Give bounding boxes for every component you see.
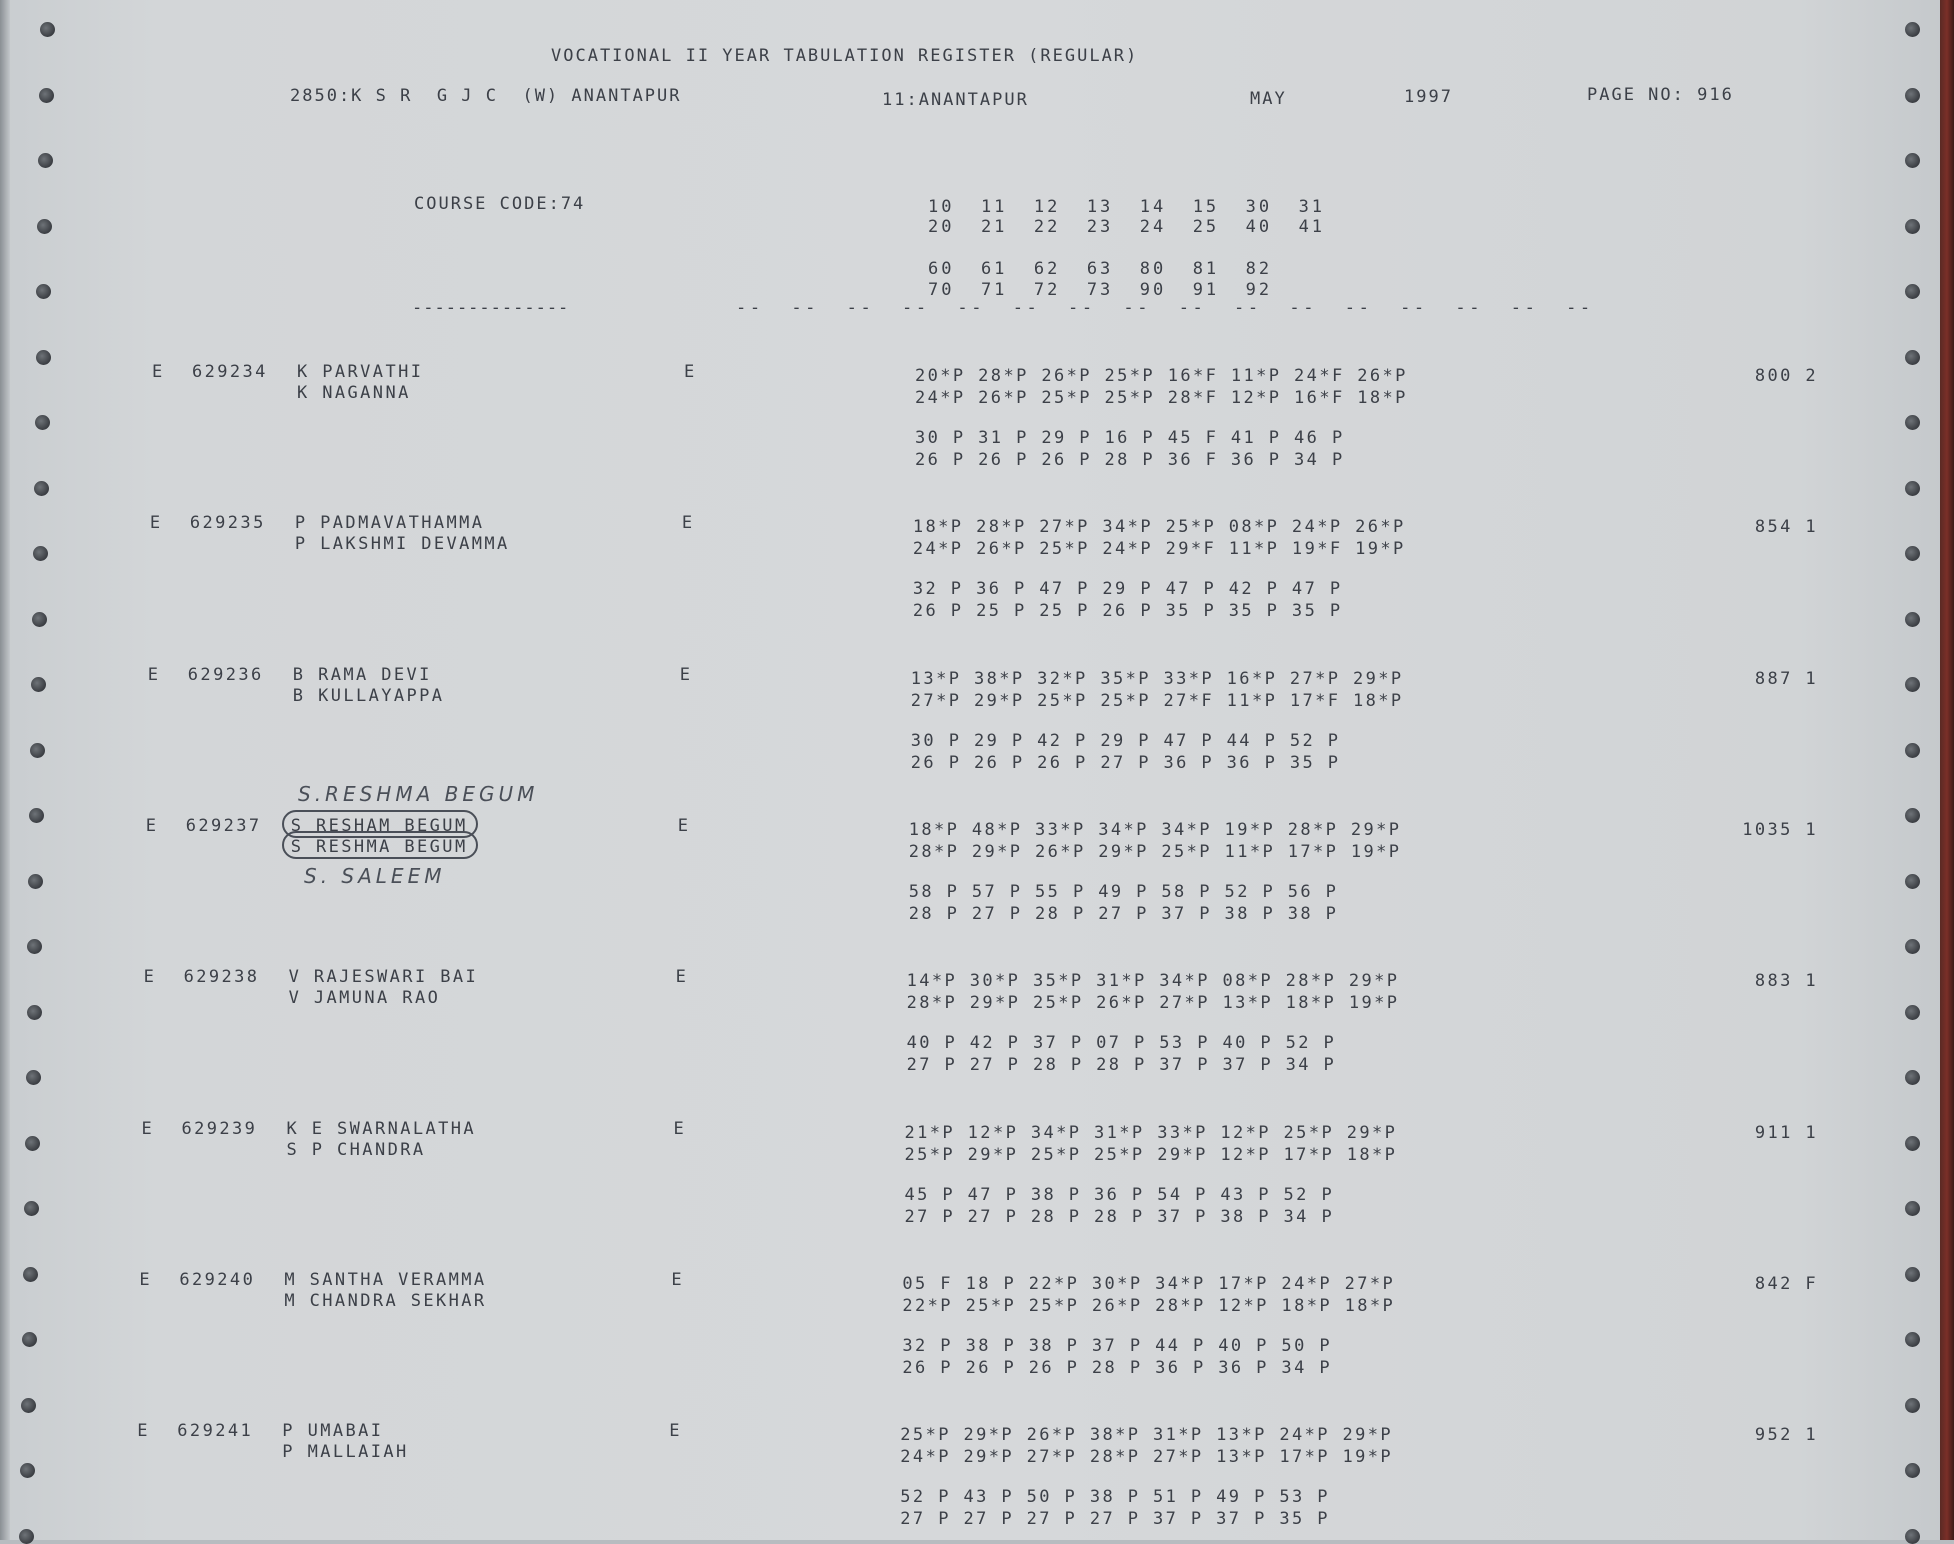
father-name: P LAKSHMI DEVAMMA <box>294 534 510 555</box>
marks-row-1: 18*P 48*P 33*P 34*P 34*P 19*P 28*P 29*P <box>908 819 1402 840</box>
marks-row-3: 40 P 42 P 37 P 07 P 53 P 40 P 52 P <box>906 1033 1337 1054</box>
page-number: PAGE NO: 916 <box>1587 85 1734 105</box>
tractor-hole-left <box>35 415 50 430</box>
marks-row-4: 26 P 26 P 26 P 28 P 36 F 36 P 34 P <box>915 450 1345 470</box>
handwritten-correction-father: S. SALEEM <box>304 864 446 888</box>
tractor-hole-right <box>1905 219 1920 234</box>
total-result: 842 F <box>1754 1273 1818 1294</box>
tractor-hole-right <box>1905 88 1920 103</box>
candidate-name: M SANTHA VERAMMA <box>284 1269 487 1290</box>
candidate-name: P UMABAI <box>282 1421 384 1442</box>
candidate-name: B RAMA DEVI <box>292 664 432 685</box>
register-number: 629236 <box>187 664 264 685</box>
header-separator-left: -------------- <box>412 298 570 318</box>
marks-row-4: 27 P 27 P 27 P 27 P 37 P 37 P 35 P <box>900 1509 1330 1530</box>
father-name: B KULLAYAPPA <box>292 685 445 706</box>
total-result: 800 2 <box>1754 366 1818 386</box>
father-name: V JAMUNA RAO <box>288 988 441 1009</box>
header-separator-row: -- -- -- -- -- -- -- -- -- -- -- -- -- -- -- -- <box>736 298 1594 318</box>
marks-row-3: 45 P 47 P 38 P 36 P 54 P 43 P 52 P <box>904 1184 1335 1205</box>
marks-row-2: 28*P 29*P 25*P 26*P 27*P 13*P 18*P 19*P <box>906 993 1400 1014</box>
marks-row-2: 24*P 26*P 25*P 25*P 28*F 12*P 16*F 18*P <box>915 388 1408 408</box>
marks-row-3: 32 P 36 P 47 P 29 P 47 P 42 P 47 P <box>912 579 1343 600</box>
tractor-hole-right <box>1905 22 1920 37</box>
tractor-hole-left <box>22 1332 37 1347</box>
marks-row-1: 18*P 28*P 27*P 34*P 25*P 08*P 24*P 26*P <box>912 517 1406 538</box>
tractor-hole-right <box>1905 1070 1920 1085</box>
tractor-hole-right <box>1905 350 1920 365</box>
tractor-hole-left <box>28 874 43 889</box>
subject-codes-row-1: 10 11 12 13 14 15 30 31 <box>928 197 1326 217</box>
candidate-name: K E SWARNALATHA <box>286 1118 477 1139</box>
college-name: 2850:K S R G J C (W) ANANTAPUR <box>290 86 682 106</box>
medium: E <box>677 815 691 836</box>
tractor-hole-right <box>1905 284 1920 299</box>
tractor-hole-right <box>1905 1463 1920 1478</box>
marks-row-3: 32 P 38 P 38 P 37 P 44 P 40 P 50 P <box>902 1335 1332 1356</box>
tractor-hole-left <box>26 1070 41 1085</box>
marks-row-2: 27*P 29*P 25*P 25*P 27*F 11*P 17*F 18*P <box>910 690 1404 711</box>
marks-row-4: 26 P 26 P 26 P 27 P 36 P 36 P 35 P <box>910 752 1341 773</box>
medium: E <box>684 362 697 382</box>
register-number: 629234 <box>192 362 268 382</box>
marks-row-2: 25*P 29*P 25*P 25*P 29*P 12*P 17*P 18*P <box>904 1144 1398 1165</box>
tractor-hole-right <box>1905 546 1920 561</box>
tractor-hole-left <box>24 1201 39 1216</box>
marks-row-1: 20*P 28*P 26*P 25*P 16*F 11*P 24*F 26*P <box>915 366 1408 386</box>
tractor-hole-right <box>1905 1201 1920 1216</box>
circle-mark-2 <box>282 831 478 859</box>
candidate-name: V RAJESWARI BAI <box>288 967 479 988</box>
marks-row-2: 22*P 25*P 25*P 26*P 28*P 12*P 18*P 18*P <box>902 1295 1396 1316</box>
medium: E <box>679 664 693 685</box>
tractor-hole-left <box>21 1398 36 1413</box>
marks-row-4: 26 P 25 P 25 P 26 P 35 P 35 P 35 P <box>912 601 1343 622</box>
marks-row-3: 30 P 31 P 29 P 16 P 45 F 41 P 46 P <box>915 428 1345 448</box>
medium: E <box>681 513 695 534</box>
record-flag: E <box>137 1421 150 1442</box>
marks-row-2: 28*P 29*P 26*P 29*P 25*P 11*P 17*P 19*P <box>908 841 1402 862</box>
tractor-hole-left <box>31 677 46 692</box>
marks-row-3: 52 P 43 P 50 P 38 P 51 P 49 P 53 P <box>900 1487 1330 1508</box>
tractor-hole-left <box>32 612 47 627</box>
medium: E <box>669 1421 682 1442</box>
marks-row-4: 28 P 27 P 28 P 27 P 37 P 38 P 38 P <box>908 903 1339 924</box>
tractor-hole-right <box>1905 939 1920 954</box>
total-result: 883 1 <box>1754 971 1818 992</box>
record-flag: E <box>139 1269 153 1290</box>
subject-codes-row-4: 70 71 72 73 90 91 92 <box>928 280 1273 300</box>
tractor-hole-right <box>1905 808 1920 823</box>
total-result: 911 1 <box>1754 1122 1818 1143</box>
tractor-hole-right <box>1905 1267 1920 1282</box>
tractor-hole-right <box>1905 1332 1920 1347</box>
father-name: M CHANDRA SEKHAR <box>284 1290 487 1311</box>
register-number: 629238 <box>183 967 260 988</box>
tractor-hole-right <box>1905 677 1920 692</box>
marks-row-4: 26 P 26 P 26 P 28 P 36 P 36 P 34 P <box>902 1357 1332 1378</box>
total-result: 854 1 <box>1754 517 1818 538</box>
tractor-hole-left <box>36 350 51 365</box>
tractor-hole-right <box>1905 743 1920 758</box>
tractor-hole-left <box>40 22 55 37</box>
binder-edge <box>1940 0 1954 1540</box>
record-flag: E <box>143 967 157 988</box>
tractor-hole-right <box>1905 874 1920 889</box>
medium: E <box>673 1118 687 1139</box>
candidate-name: P PADMAVATHAMMA <box>294 513 485 534</box>
handwritten-correction-name: S.RESHMA BEGUM <box>298 782 539 806</box>
tractor-hole-left <box>33 546 48 561</box>
father-name: S P CHANDRA <box>286 1139 426 1160</box>
record-flag: E <box>149 513 163 534</box>
record-flag: E <box>147 664 161 685</box>
exam-year: 1997 <box>1404 87 1453 107</box>
register-number: 629239 <box>181 1118 258 1139</box>
tractor-hole-right <box>1905 1005 1920 1020</box>
tractor-hole-left <box>30 743 45 758</box>
total-result: 887 1 <box>1754 668 1818 689</box>
father-name: S RESHMA BEGUM <box>290 836 468 857</box>
marks-row-4: 27 P 27 P 28 P 28 P 37 P 37 P 34 P <box>906 1055 1337 1076</box>
page-left-edge <box>0 0 10 1540</box>
register-number: 629235 <box>189 513 266 534</box>
tractor-hole-right <box>1905 1136 1920 1151</box>
subject-codes-row-2: 20 21 22 23 24 25 40 41 <box>928 217 1326 237</box>
marks-row-1: 13*P 38*P 32*P 35*P 33*P 16*P 27*P 29*P <box>910 668 1404 689</box>
father-name: K NAGANNA <box>297 383 411 403</box>
marks-row-2: 24*P 26*P 25*P 24*P 29*F 11*P 19*F 19*P <box>912 539 1406 560</box>
marks-row-1: 14*P 30*P 35*P 31*P 34*P 08*P 28*P 29*P <box>906 971 1400 992</box>
father-name: P MALLAIAH <box>282 1442 409 1463</box>
tractor-hole-right <box>1905 1398 1920 1413</box>
total-result: 952 1 <box>1754 1425 1818 1446</box>
tractor-hole-right <box>1905 1529 1920 1544</box>
tractor-hole-left <box>19 1529 34 1544</box>
medium: E <box>675 967 689 988</box>
marks-row-2: 24*P 29*P 27*P 28*P 27*P 13*P 17*P 19*P <box>900 1447 1394 1468</box>
tractor-hole-left <box>23 1267 38 1282</box>
register-number: 629241 <box>177 1421 254 1442</box>
marks-row-3: 58 P 57 P 55 P 49 P 58 P 52 P 56 P <box>908 881 1339 902</box>
marks-row-3: 30 P 29 P 42 P 29 P 47 P 44 P 52 P <box>910 730 1341 751</box>
tractor-hole-right <box>1905 153 1920 168</box>
subject-codes-row-3: 60 61 62 63 80 81 82 <box>928 259 1273 279</box>
total-result: 1035 1 <box>1742 819 1818 840</box>
tractor-hole-right <box>1905 415 1920 430</box>
record-flag: E <box>141 1118 155 1139</box>
district: 11:ANANTAPUR <box>882 90 1029 110</box>
tractor-hole-right <box>1905 481 1920 496</box>
candidate-name: K PARVATHI <box>297 362 424 382</box>
marks-row-1: 25*P 29*P 26*P 38*P 31*P 13*P 24*P 29*P <box>900 1425 1394 1446</box>
record-flag: E <box>145 815 159 836</box>
candidate-name: S RESHAM BEGUM <box>290 815 468 836</box>
tractor-hole-left <box>39 88 54 103</box>
exam-month: MAY <box>1250 89 1287 109</box>
marks-row-1: 21*P 12*P 34*P 31*P 33*P 12*P 25*P 29*P <box>904 1122 1398 1143</box>
register-number: 629240 <box>179 1269 256 1290</box>
marks-row-4: 27 P 27 P 28 P 28 P 37 P 38 P 34 P <box>904 1206 1335 1227</box>
tractor-hole-left <box>27 1005 42 1020</box>
tractor-hole-left <box>37 219 52 234</box>
tractor-hole-right <box>1905 612 1920 627</box>
tractor-hole-left <box>34 481 49 496</box>
register-title: VOCATIONAL II YEAR TABULATION REGISTER (REGULAR) <box>551 46 1139 66</box>
marks-row-1: 05 F 18 P 22*P 30*P 34*P 17*P 24*P 27*P <box>902 1273 1396 1294</box>
record-flag: E <box>152 362 165 382</box>
course-code: COURSE CODE:74 <box>414 194 586 214</box>
tractor-hole-left <box>25 1136 40 1151</box>
register-number: 629237 <box>185 815 262 836</box>
medium: E <box>671 1269 685 1290</box>
